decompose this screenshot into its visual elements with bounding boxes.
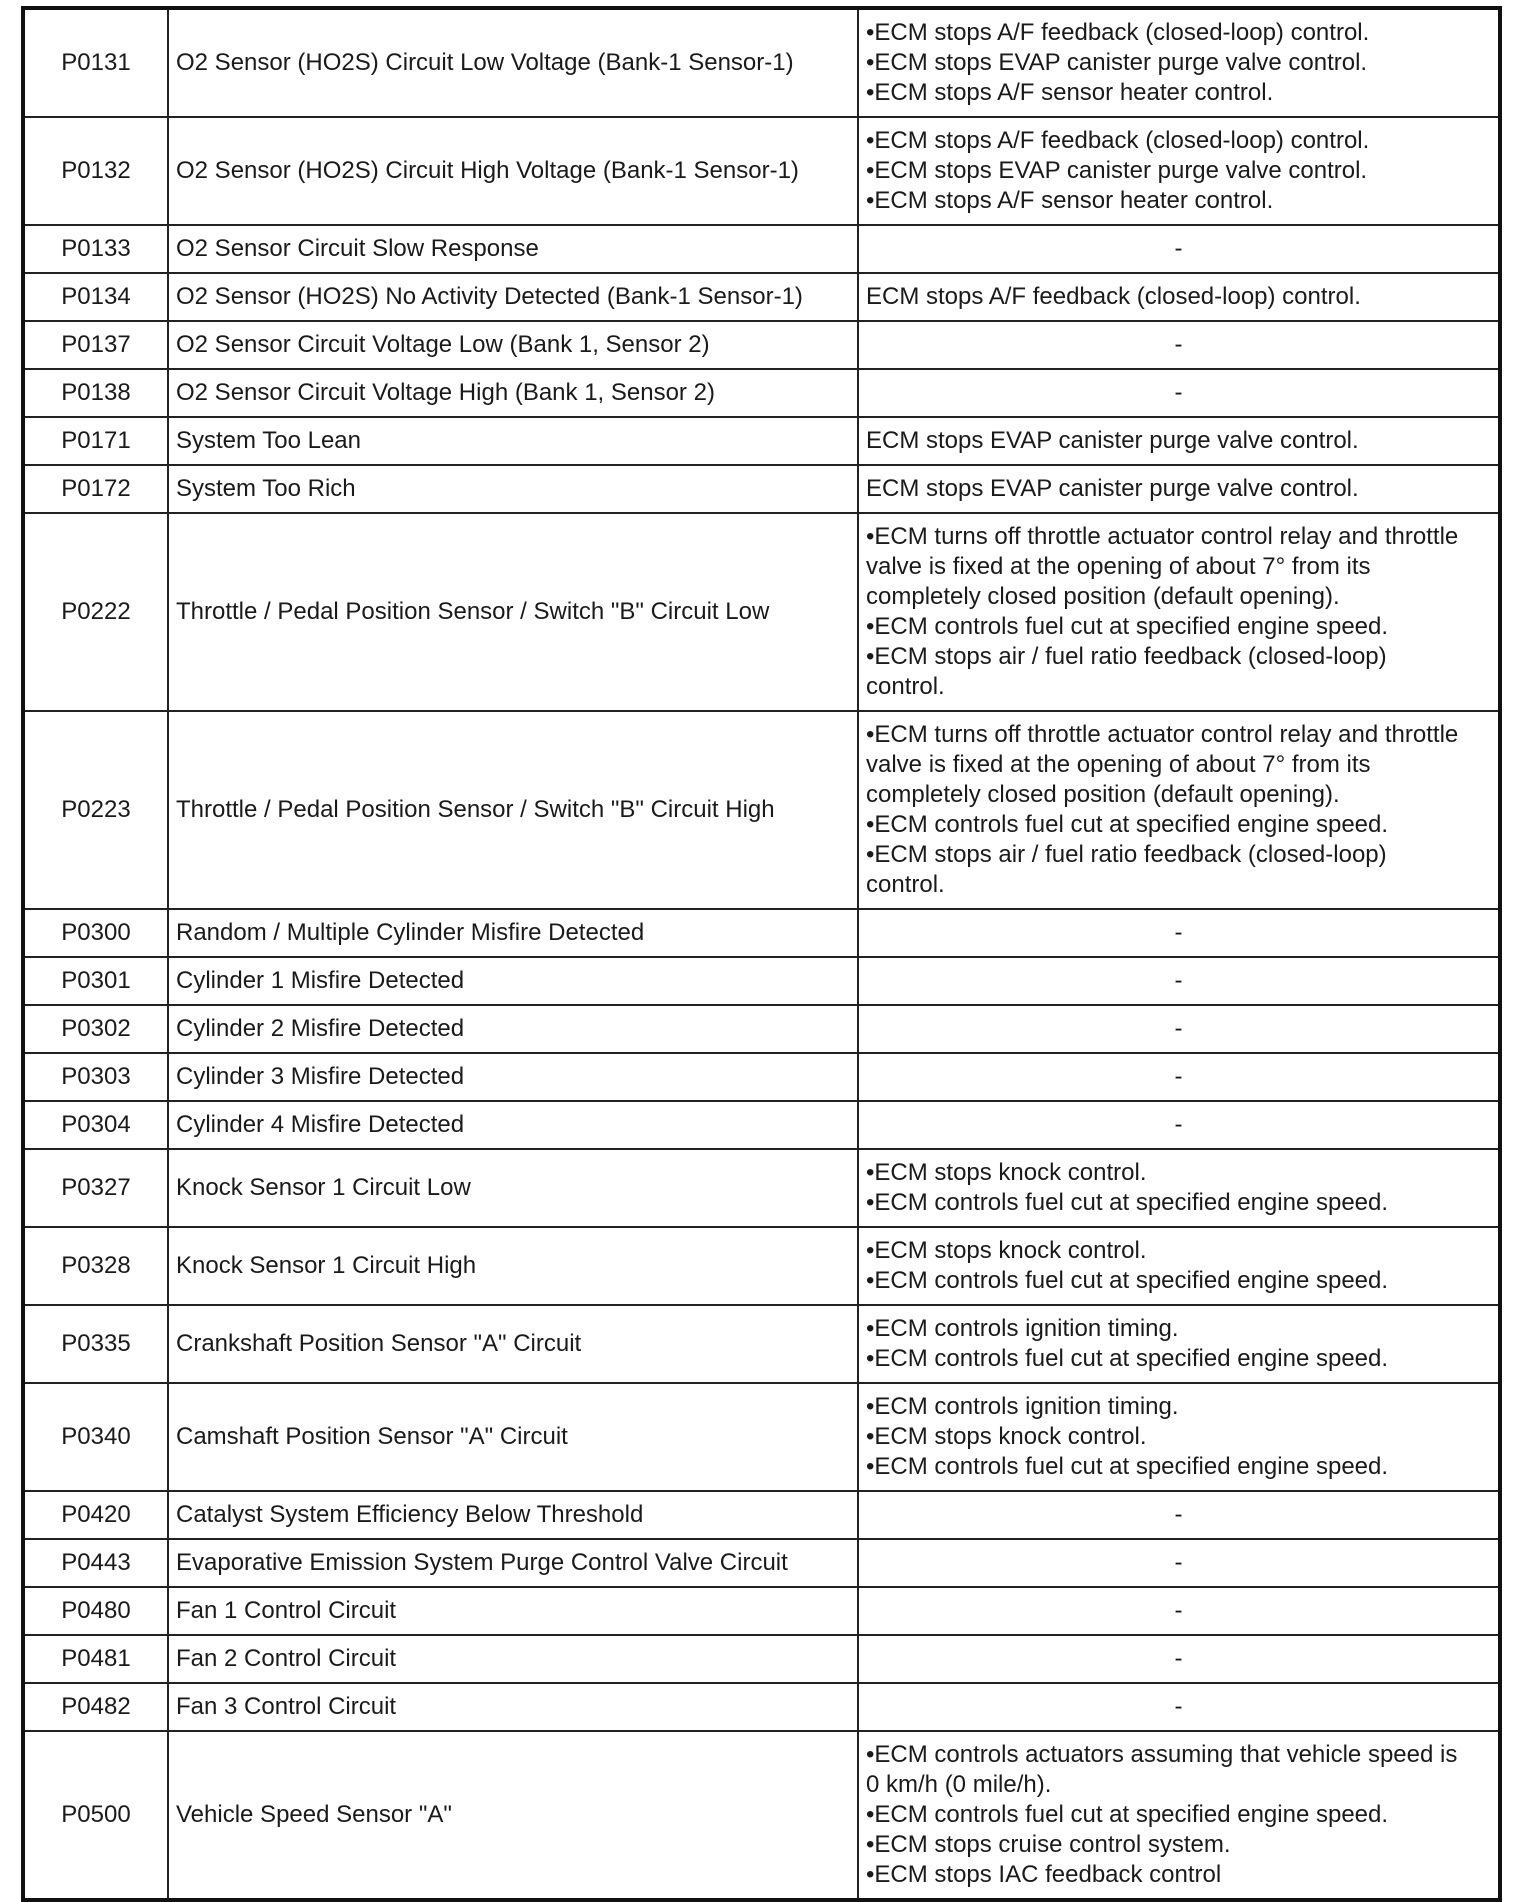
dtc-description: Throttle / Pedal Position Sensor / Switch "B" Circuit Low (168, 513, 858, 711)
table-row (23, 1383, 1500, 1491)
fail-safe-cell (858, 1587, 1500, 1635)
dtc-code: P0137 (23, 321, 168, 369)
fail-safe-cell (858, 8, 1500, 117)
fail-safe-cell (858, 711, 1500, 909)
dtc-code: P0300 (23, 909, 168, 957)
fail-safe-line: •ECM controls ignition timing. (866, 1315, 1179, 1342)
fail-safe-line: •ECM stops cruise control system. (866, 1831, 1231, 1858)
fail-safe-line: •ECM stops EVAP canister purge valve control. (866, 157, 1368, 184)
dtc-description: Knock Sensor 1 Circuit Low (168, 1149, 858, 1227)
table-row (23, 909, 1500, 957)
table-row (23, 1731, 1500, 1900)
fail-safe-cell (858, 369, 1500, 417)
fail-safe-line: •ECM stops EVAP canister purge valve control. (866, 49, 1368, 76)
fail-safe-cell (858, 513, 1500, 711)
dtc-code: P0302 (23, 1005, 168, 1053)
fail-safe-line: •ECM stops knock control. (866, 1159, 1147, 1186)
fail-safe-cell (858, 465, 1500, 513)
fail-safe-cell (858, 1683, 1500, 1731)
table-row (23, 117, 1500, 225)
fail-safe-line: •ECM stops air / fuel ratio feedback (closed-loop) (866, 643, 1387, 670)
fail-safe-line: ECM stops A/F feedback (closed-loop) control. (866, 283, 1361, 310)
fail-safe-cell (858, 1539, 1500, 1587)
dtc-code: P0171 (23, 417, 168, 465)
table-row (23, 417, 1500, 465)
dtc-code: P0134 (23, 273, 168, 321)
dtc-code: P0420 (23, 1491, 168, 1539)
fail-safe-line: valve is fixed at the opening of about 7° from its (866, 553, 1371, 580)
fail-safe-line: •ECM controls ignition timing. (866, 1393, 1179, 1420)
fail-safe-line: valve is fixed at the opening of about 7° from its (866, 751, 1371, 778)
dtc-description: Vehicle Speed Sensor "A" (168, 1731, 858, 1900)
dtc-code: P0481 (23, 1635, 168, 1683)
fail-safe-line: •ECM turns off throttle actuator control relay and throttle (866, 721, 1459, 748)
dtc-description: System Too Lean (168, 417, 858, 465)
dtc-code: P0482 (23, 1683, 168, 1731)
fail-safe-line: •ECM stops A/F sensor heater control. (866, 187, 1274, 214)
dtc-description: Cylinder 1 Misfire Detected (168, 957, 858, 1005)
table-row (23, 1053, 1500, 1101)
fail-safe-line: •ECM controls fuel cut at specified engine speed. (866, 1267, 1389, 1294)
fail-safe-line: - (1174, 379, 1183, 406)
fail-safe-line: •ECM stops A/F feedback (closed-loop) control. (866, 127, 1370, 154)
dtc-description: Evaporative Emission System Purge Control Valve Circuit (168, 1539, 858, 1587)
table-row (23, 1227, 1500, 1305)
fail-safe-line: •ECM controls fuel cut at specified engine speed. (866, 613, 1389, 640)
dtc-code: P0172 (23, 465, 168, 513)
dtc-code: P0443 (23, 1539, 168, 1587)
fail-safe-cell (858, 273, 1500, 321)
fail-safe-line: - (1174, 1645, 1183, 1672)
dtc-code: P0340 (23, 1383, 168, 1491)
table-row (23, 1683, 1500, 1731)
dtc-description: Throttle / Pedal Position Sensor / Switch "B" Circuit High (168, 711, 858, 909)
fail-safe-line: control. (866, 673, 945, 700)
dtc-description: Cylinder 4 Misfire Detected (168, 1101, 858, 1149)
dtc-description: O2 Sensor Circuit Slow Response (168, 225, 858, 273)
dtc-description: Cylinder 3 Misfire Detected (168, 1053, 858, 1101)
dtc-code: P0328 (23, 1227, 168, 1305)
table-row (23, 321, 1500, 369)
fail-safe-line: - (1174, 919, 1183, 946)
fail-safe-line: 0 km/h (0 mile/h). (866, 1771, 1052, 1798)
dtc-description: O2 Sensor Circuit Voltage High (Bank 1, Sensor 2) (168, 369, 858, 417)
fail-safe-line: •ECM stops air / fuel ratio feedback (closed-loop) (866, 841, 1387, 868)
dtc-description: Fan 1 Control Circuit (168, 1587, 858, 1635)
fail-safe-line: •ECM controls actuators assuming that vehicle speed is (866, 1741, 1458, 1768)
fail-safe-line: •ECM controls fuel cut at specified engine speed. (866, 811, 1389, 838)
dtc-code: P0138 (23, 369, 168, 417)
dtc-code: P0132 (23, 117, 168, 225)
fail-safe-line: - (1174, 1501, 1183, 1528)
fail-safe-line: •ECM turns off throttle actuator control relay and throttle (866, 523, 1459, 550)
fail-safe-line: - (1174, 967, 1183, 994)
fail-safe-cell (858, 1383, 1500, 1491)
dtc-description: O2 Sensor Circuit Voltage Low (Bank 1, Sensor 2) (168, 321, 858, 369)
dtc-description: Cylinder 2 Misfire Detected (168, 1005, 858, 1053)
table-row (23, 957, 1500, 1005)
fail-safe-cell (858, 1101, 1500, 1149)
table-row (23, 465, 1500, 513)
table-row (23, 8, 1500, 117)
dtc-description: Crankshaft Position Sensor "A" Circuit (168, 1305, 858, 1383)
dtc-description: System Too Rich (168, 465, 858, 513)
table-row (23, 711, 1500, 909)
fail-safe-line: •ECM stops A/F sensor heater control. (866, 79, 1274, 106)
fail-safe-cell (858, 225, 1500, 273)
dtc-description: O2 Sensor (HO2S) No Activity Detected (Bank-1 Sensor-1) (168, 273, 858, 321)
dtc-description: Camshaft Position Sensor "A" Circuit (168, 1383, 858, 1491)
fail-safe-line: •ECM controls fuel cut at specified engine speed. (866, 1453, 1389, 1480)
fail-safe-line: - (1174, 1693, 1183, 1720)
table-row (23, 1539, 1500, 1587)
fail-safe-cell (858, 1227, 1500, 1305)
fail-safe-line: - (1174, 1597, 1183, 1624)
fail-safe-line: •ECM stops A/F feedback (closed-loop) control. (866, 19, 1370, 46)
table-row (23, 1491, 1500, 1539)
fail-safe-line: - (1174, 1549, 1183, 1576)
fail-safe-line: •ECM stops knock control. (866, 1237, 1147, 1264)
fail-safe-line: - (1174, 235, 1183, 262)
dtc-code: P0301 (23, 957, 168, 1005)
fail-safe-line: •ECM controls fuel cut at specified engine speed. (866, 1345, 1389, 1372)
dtc-code: P0327 (23, 1149, 168, 1227)
dtc-description: Catalyst System Efficiency Below Threshold (168, 1491, 858, 1539)
fail-safe-line: control. (866, 871, 945, 898)
table-row (23, 225, 1500, 273)
dtc-description: Knock Sensor 1 Circuit High (168, 1227, 858, 1305)
dtc-code: P0223 (23, 711, 168, 909)
fail-safe-cell (858, 909, 1500, 957)
dtc-description: O2 Sensor (HO2S) Circuit High Voltage (Bank-1 Sensor-1) (168, 117, 858, 225)
fail-safe-line: •ECM controls fuel cut at specified engine speed. (866, 1189, 1389, 1216)
fail-safe-cell (858, 1053, 1500, 1101)
fail-safe-line: - (1174, 1063, 1183, 1090)
fail-safe-cell (858, 1731, 1500, 1900)
table-row (23, 1587, 1500, 1635)
fail-safe-cell (858, 1491, 1500, 1539)
fail-safe-line: ECM stops EVAP canister purge valve control. (866, 427, 1359, 454)
fail-safe-line: •ECM stops knock control. (866, 1423, 1147, 1450)
dtc-code: P0335 (23, 1305, 168, 1383)
table-row (23, 1305, 1500, 1383)
fail-safe-cell (858, 1149, 1500, 1227)
dtc-code: P0131 (23, 8, 168, 117)
table-row (23, 369, 1500, 417)
fail-safe-cell (858, 117, 1500, 225)
dtc-fail-safe-table (21, 6, 1502, 1902)
dtc-description: Fan 3 Control Circuit (168, 1683, 858, 1731)
dtc-code: P0304 (23, 1101, 168, 1149)
dtc-description: Random / Multiple Cylinder Misfire Detected (168, 909, 858, 957)
fail-safe-line: - (1174, 331, 1183, 358)
fail-safe-line: •ECM stops IAC feedback control (866, 1861, 1222, 1888)
dtc-code: P0480 (23, 1587, 168, 1635)
table-row (23, 1149, 1500, 1227)
fail-safe-line: completely closed position (default opening). (866, 781, 1340, 808)
fail-safe-cell (858, 1005, 1500, 1053)
fail-safe-cell (858, 957, 1500, 1005)
fail-safe-cell (858, 1635, 1500, 1683)
dtc-table-body (23, 8, 1500, 1900)
fail-safe-cell (858, 321, 1500, 369)
dtc-code: P0303 (23, 1053, 168, 1101)
table-row (23, 1005, 1500, 1053)
table-row (23, 1635, 1500, 1683)
fail-safe-line: ECM stops EVAP canister purge valve control. (866, 475, 1359, 502)
fail-safe-line: - (1174, 1015, 1183, 1042)
table-row (23, 273, 1500, 321)
dtc-description: O2 Sensor (HO2S) Circuit Low Voltage (Bank-1 Sensor-1) (168, 8, 858, 117)
fail-safe-line: •ECM controls fuel cut at specified engine speed. (866, 1801, 1389, 1828)
table-row (23, 513, 1500, 711)
fail-safe-line: - (1174, 1111, 1183, 1138)
fail-safe-line: completely closed position (default opening). (866, 583, 1340, 610)
dtc-code: P0133 (23, 225, 168, 273)
table-row (23, 1101, 1500, 1149)
fail-safe-cell (858, 1305, 1500, 1383)
dtc-description: Fan 2 Control Circuit (168, 1635, 858, 1683)
dtc-code: P0500 (23, 1731, 168, 1900)
fail-safe-cell (858, 417, 1500, 465)
dtc-code: P0222 (23, 513, 168, 711)
